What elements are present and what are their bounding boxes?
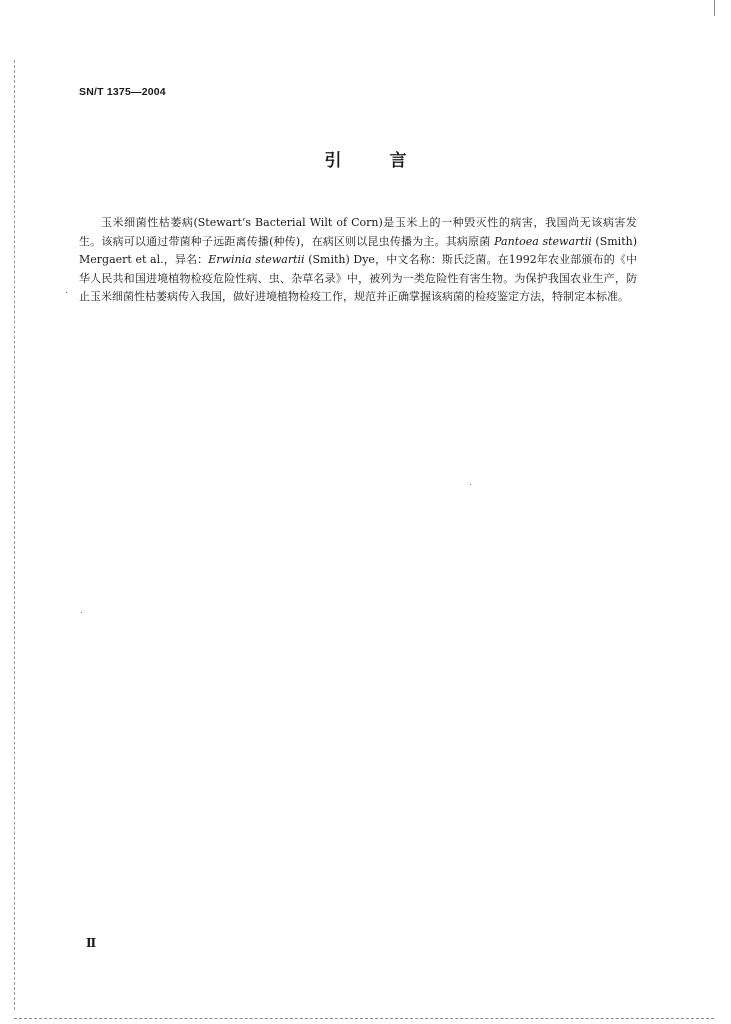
pathogen-name: Pantoea stewartii	[494, 234, 592, 248]
scan-edge-bottom	[14, 1018, 714, 1020]
introduction-paragraph	[79, 214, 637, 307]
intro-text-part: (Smith) Mergaert et al.，异名：	[79, 234, 638, 267]
scan-speck	[66, 292, 67, 293]
page-title	[0, 146, 731, 171]
scan-speck	[470, 484, 471, 485]
scan-edge-left	[14, 60, 16, 1010]
synonym-name: Erwinia stewartii	[208, 253, 305, 267]
introduction-body	[79, 214, 637, 307]
scan-edge-right	[714, 0, 715, 16]
page-number: Ⅱ	[86, 936, 97, 950]
intro-text-part: 玉米细菌性枯萎病(Stewart’s Bacterial Wilt of Corn)是玉米上的一种毁灭性的病害，我国尚无该病害发生。该病可以通过带菌种子远距离传播(种传)，在病区则以昆虫传播为主。其病原菌	[79, 216, 637, 248]
scan-speck	[81, 612, 82, 613]
title-char: 言	[389, 151, 407, 171]
title-char: 引	[324, 151, 342, 171]
standard-code: SN/T 1375—2004	[79, 86, 166, 98]
intro-text-part: (Smith) Dye，中文名称：斯氏泛菌。在1992年农业部颁布的《中华人民共和国进境植物检疫危险性病、虫、杂草名录》中，被列为一类危险性有害生物。为保护我国农业生产，防止玉米细菌性枯萎病传入我国，做好进境植物检疫工作，规范并正确掌握该病菌的检疫鉴定方法，特制定本标准。	[79, 253, 637, 304]
